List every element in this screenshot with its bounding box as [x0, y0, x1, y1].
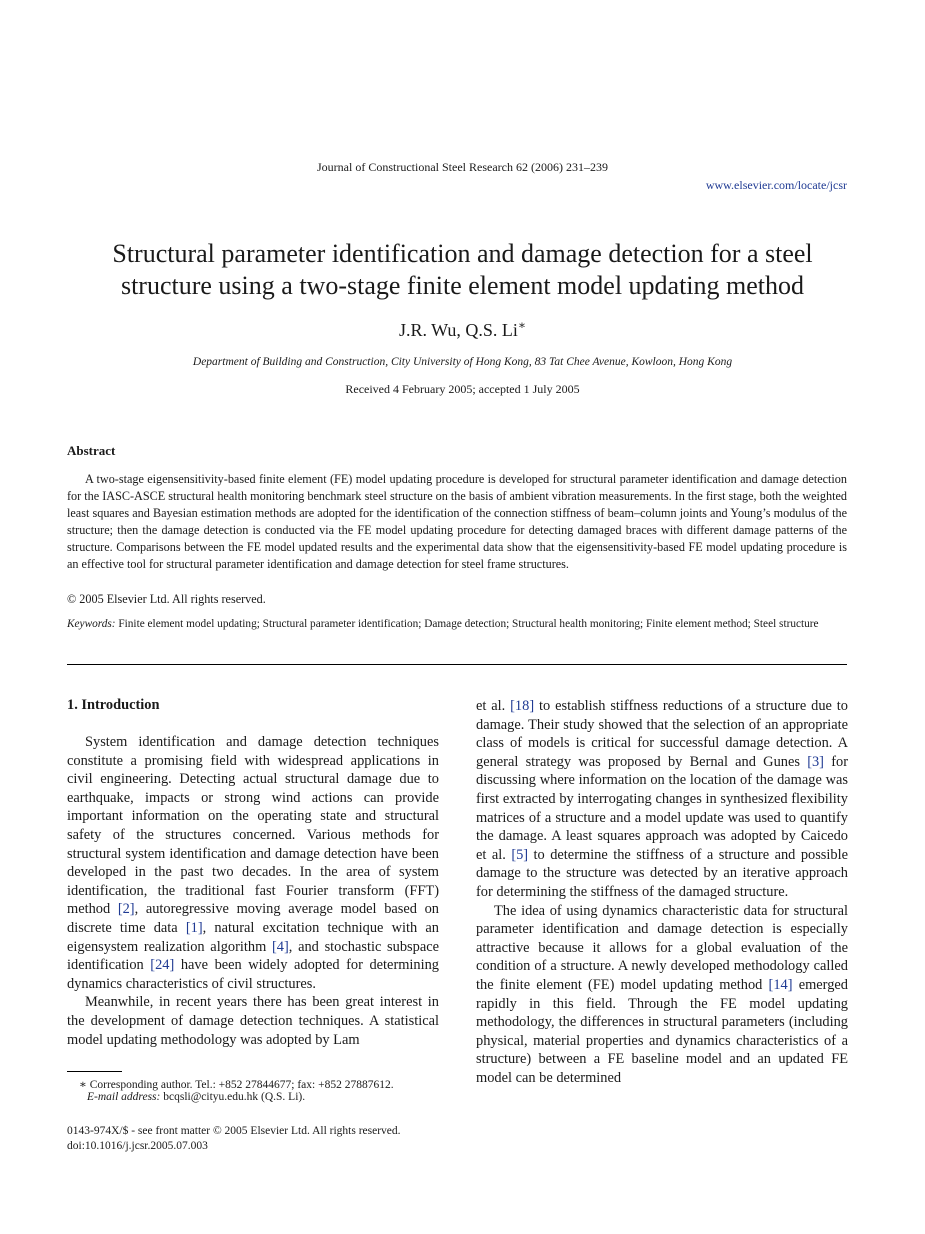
citation-link[interactable]: [24]	[150, 957, 175, 974]
section-divider	[67, 664, 847, 665]
journal-url-link[interactable]: www.elsevier.com/locate/jcsr	[705, 178, 847, 192]
left-column	[67, 733, 439, 1049]
citation-link[interactable]: [18]	[510, 698, 535, 714]
front-matter	[67, 1124, 401, 1154]
citation-link[interactable]: [5]	[511, 846, 529, 863]
citation-link[interactable]: [2]	[117, 901, 135, 918]
intro-paragraph-1: System identification and damage detection techniques constitute a promising field with widespread applications in civil engineering. Detecting actual structural damage due to earthquake, impacts or strong wind actions can provide important information on the operating state and structural safety of the structures concerned. Various methods for structural system identification and damage detection have been developed in the past two decades. In the area of system identification, the traditional fast Fourier transform (FFT) method [2], autoregressive moving average model based on discrete time data [1], natural excitation technique with an eigensystem realization algorithm [4], and stochastic subspace identification [24] have been widely adopted for determining dynamics characteristics of civil structures.	[67, 734, 440, 992]
abstract-copyright: © 2005 Elsevier Ltd. All rights reserved.	[67, 592, 266, 606]
issn-line: 0143-974X/$ - see front matter © 2005 Elsevier Ltd. All rights reserved.	[67, 1125, 401, 1137]
citation-link[interactable]: [14]	[768, 976, 793, 993]
keywords-label: Keywords:	[67, 618, 116, 630]
author-list	[0, 318, 925, 341]
footnote-corresponding-author: ∗ Corresponding author. Tel.: +852 27844677; fax: +852 27887612.	[79, 1079, 394, 1091]
keywords	[67, 616, 847, 633]
citation-link[interactable]: [1]	[185, 919, 203, 936]
authors-text: J.R. Wu, Q.S. Li	[398, 320, 518, 340]
title-line-1: Structural parameter identification and damage detection for a steel	[112, 239, 813, 268]
received-dates: Received 4 February 2005; accepted 1 July 2005	[345, 382, 580, 396]
abstract-heading: Abstract	[67, 443, 116, 458]
journal-citation: Journal of Constructional Steel Research 62 (2006) 231–239	[317, 160, 608, 174]
email-label: E-mail address:	[87, 1091, 161, 1103]
title-line-2: structure using a two-stage finite element model updating method	[120, 271, 805, 300]
affiliation: Department of Building and Construction, City University of Hong Kong, 83 Tat Chee Avenue, Kowloon, Hong Kong	[192, 356, 733, 368]
doi-line[interactable]: doi:10.1016/j.jcsr.2005.07.003	[67, 1140, 208, 1152]
email-address[interactable]: bcqsli@cityu.edu.hk (Q.S. Li).	[160, 1091, 306, 1103]
footnote-divider	[67, 1071, 122, 1072]
intro-paragraph-2-continued: et al. [18] to establish stiffness reductions of a structure due to damage. Their study showed that the selection of an appropriate class of models is critical for successful damage detection. A general strategy was proposed by Bernal and Gunes [3] for discussing where information on the location of the damage was first extracted by interrogating changes in synthesized flexibility matrices of a structure and a model update was used to quantify the damage. A least squares approach was adopted by Caicedo et al. [5] to determine the stiffness of a structure and possible damage to the structure was detected by an iterative approach for determining the stiffness of the damaged structure.	[476, 698, 848, 900]
paper-title	[0, 238, 925, 302]
citation-link[interactable]: [4]	[271, 938, 289, 955]
keywords-text: Finite element model updating; Structural parameter identification; Damage detection; Structural health monitoring; Finite element method; Steel structure	[118, 618, 819, 630]
abstract-text: A two-stage eigensensitivity-based finite element (FE) model updating procedure is developed for structural parameter identification and damage detection for the IASC-ASCE structural health monitoring benchmark steel structure on the basis of ambient vibration measurements. In the first stage, both the weighted least squares and Bayesian estimation methods are adopted for the identification of the connection stiffness of beam–column joints and Young’s modulus of the structure; then the damage detection is conducted via the FE model updating procedure for detecting damaged braces with different damage patterns of the structure. Comparisons between the FE model updated results and the experimental data show that the eigensensitivity-based FE model updating procedure is an effective tool for structural parameter identification and damage detection for steel frame structures.	[67, 472, 847, 572]
footnote-email	[87, 1091, 305, 1103]
right-column	[476, 697, 848, 1087]
intro-heading: 1. Introduction	[67, 697, 160, 713]
citation-link[interactable]: [3]	[807, 753, 824, 770]
intro-paragraph-2: Meanwhile, in recent years there has been great interest in the development of damage detection techniques. A statistical model updating methodology was adopted by Lam	[67, 994, 439, 1048]
intro-paragraph-3: The idea of using dynamics characteristic data for structural parameter identification and damage detection is especially attractive because it allows for a global evaluation of the condition of a structure. A newly developed methodology called the finite element (FE) model updating method [14] emerged rapidly in this field. Through the FE model updating methodology, the differences in structural parameters (including physical, material properties and dynamics characteristics of a structure) between a FE baseline model and an updated FE model can be determined	[476, 902, 848, 1086]
corresponding-author-mark[interactable]: ∗	[517, 318, 527, 332]
